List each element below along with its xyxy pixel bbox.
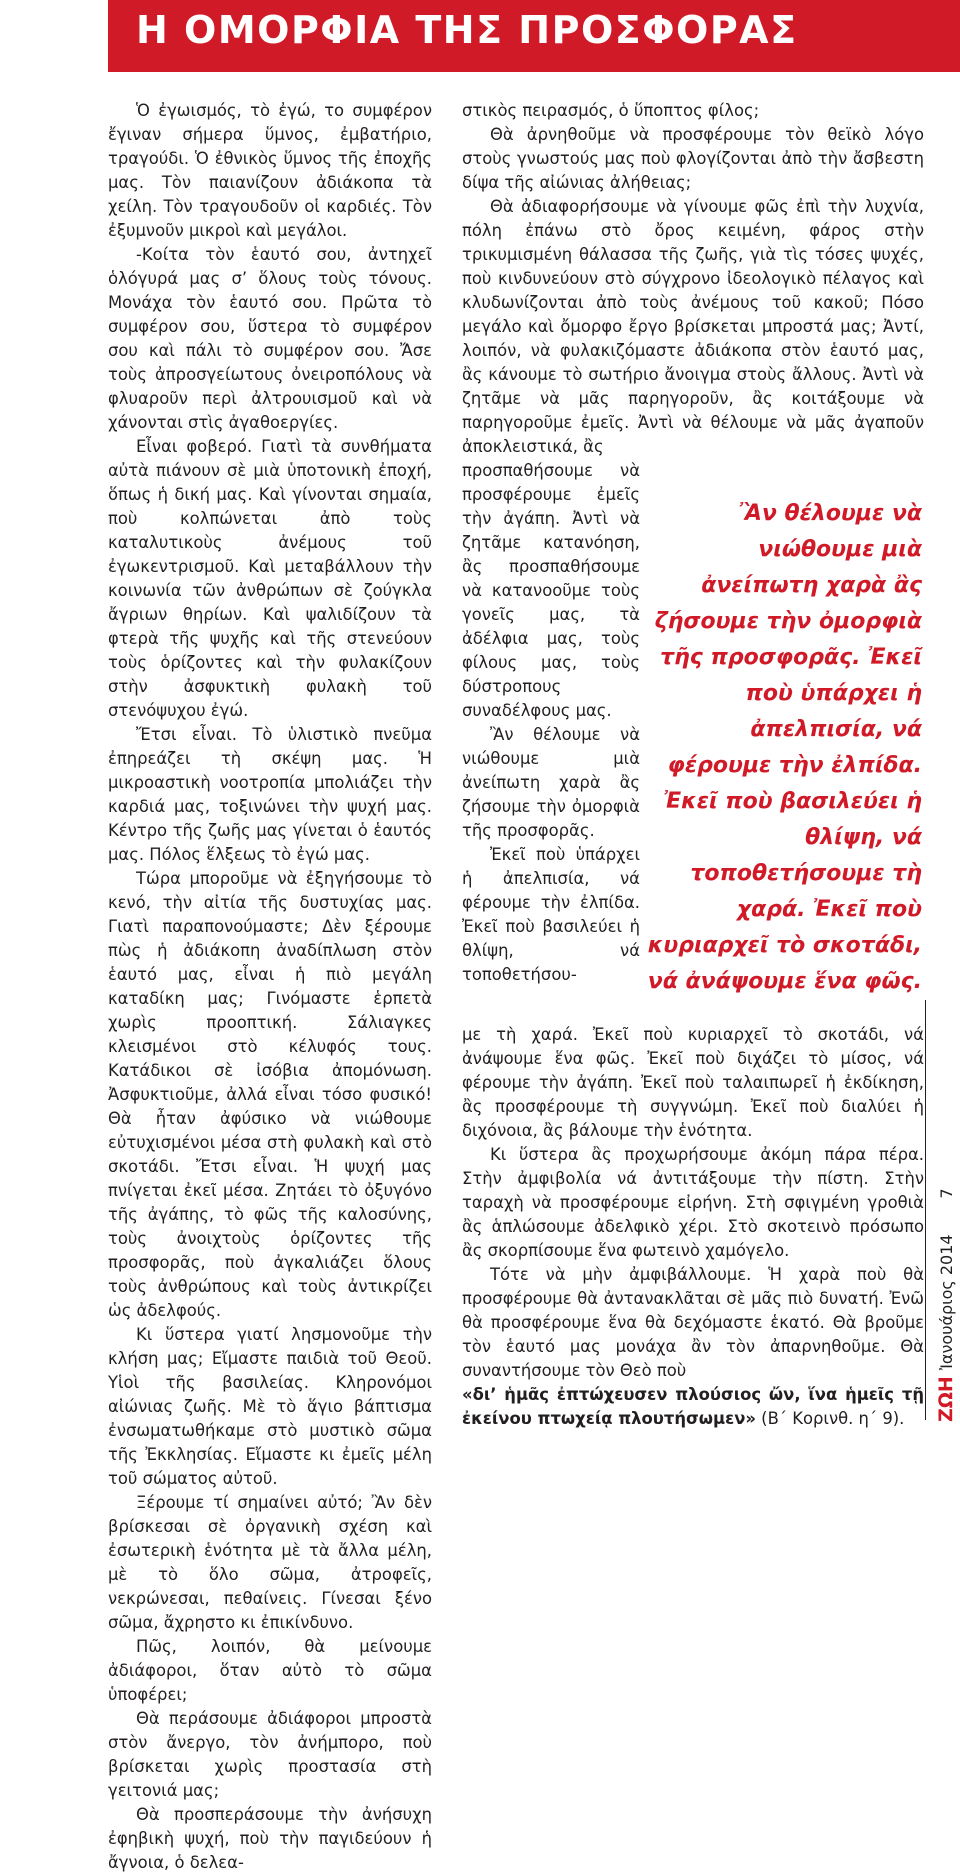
paragraph: Ἐκεῖ ποὺ ὑπάρχει ἡ ἀπελπισία, νά φέρουμε τὴν ἐλπίδα. Ἐκεῖ ποὺ βασιλεύει ἡ θλίψη, νά τοποθετήσου- <box>462 845 640 984</box>
paragraph: Ἂν θέλουμε νὰ νιώθουμε μιὰ ἀνείπωτη χαρὰ ἂς ζήσουμε τὴν ὀμορφιὰ τῆς προσφορᾶς. <box>462 725 640 840</box>
issue-date: Ἰανουάριος 2014 <box>937 1234 956 1371</box>
paragraph: Θὰ ἀδιαφορήσουμε νὰ γίνουμε φῶς ἐπὶ τὴν λυχνία, πόλη ἐπάνω στὸ ὄρος κειμένη, φάρος στὴν τρικυμισμένη θάλασσα τῆς ζωῆς, γιὰ τὶς τόσες ψυχές, ποὺ κινδυνεύουν στὸ σύγχρονο ἰδεολογικὸ πέλαγος καὶ κλυδωνίζονται ἀπὸ τοὺς ἀνέμους τοῦ κακοῦ; Πόσο μεγάλο καὶ ὄμορφο ἔργο βρίσκεται μπροστά μας; Ἀντί, λοιπόν, νὰ φυλακιζόμαστε ἀδιάκοπα στὸν ἑαυτό μας, ἂς κάνουμε τὸ σωτήριο ἄνοιγμα στοὺς ἄλλους. Ἀντὶ νὰ ζητᾶμε νὰ μᾶς παρηγοροῦν, ἂς κοιτάξουμε νὰ παρηγοροῦμε ἐμεῖς. Ἀντὶ νὰ θέλουμε νὰ μᾶς ἀγαποῦν ἀποκλειστικά, ἂς <box>462 197 924 456</box>
scripture-quote-text: «δι’ ἡμᾶς ἐπτώχευσεν πλούσιος ὤν, ἵνα ἡμεῖς τῇ ἐκείνου πτωχείᾳ πλουτήσωμεν» <box>462 1385 924 1428</box>
right-column-top <box>462 99 924 459</box>
page-footer <box>936 1190 956 1422</box>
paragraph: Τώρα μποροῦμε νὰ ἐξηγήσουμε τὸ κενό, τὴν αἰτία τῆς δυστυχίας μας. Γιατὶ παραπονούμαστε; Δὲν ξέρουμε πὼς ἡ ἀδιάκοπη ἀναδίπλωση στὸν ἑαυτό μας, εἶναι ἡ πιὸ μεγάλη καταδίκη μας; Γινόμαστε ἑρπετὰ χωρὶς προοπτική. Σάλιαγκες κλεισμένοι στὸ κέλυφός τους. Κατάδικοι σὲ ἰσόβια ἀπομόνωση. Ἀσφυκτιοῦμε, ἀλλά εἶναι τόσο φυσικό! Θὰ ἦταν ἀφύσικο νὰ νιώθουμε εὐτυχισμένοι μέσα στὴ φυλακὴ καὶ στὸ σκοτάδι. Ἔτσι εἶναι. Ἡ ψυχή μας πνίγεται ἐκεῖ μέσα. Ζητάει τὸ ὀξυγόνο τῆς ἀγάπης, τὸ φῶς τῆς καλοσύνης, τοὺς ἀνοιχτοὺς ὁρίζοντες τῆς προσφορᾶς, ποὺ ἀγκαλιάζει ὅλους τοὺς ἀνθρώπους καὶ τοὺς ἀντικρίζει ὡς ἀδελφούς. <box>108 869 432 1320</box>
right-column-narrow <box>462 459 640 987</box>
paragraph: Θὰ περάσουμε ἀδιάφοροι μπροστὰ στὸν ἄνεργο, τὸν ἀνήμπορο, ποὺ βρίσκεται χωρὶς προστασία στὴ γειτονιά μας; <box>108 1709 432 1800</box>
paragraph: Τότε νὰ μὴν ἀμφιβάλλουμε. Ἡ χαρὰ ποὺ θὰ προσφέρουμε θὰ ἀντανακλᾶται σὲ μᾶς πιὸ δυνατή. Ἐνῶ θὰ προσφέρουμε ἕνα θὰ δεχόμαστε ἑκατό. Θὰ βροῦμε τὸν ἑαυτό μας μονάχα ἂν τὸν ἀπαρνηθοῦμε. Θὰ συναντήσουμε τὸν Θεὸ ποὺ <box>462 1265 924 1380</box>
paragraph: -Κοίτα τὸν ἑαυτό σου, ἀντηχεῖ ὁλόγυρά μας σ’ ὅλους τοὺς τόνους. Μονάχα τὸν ἑαυτό σου. Πρῶτα τὸ συμφέρον σου, ὕστερα τὸ συμφέρον σου καὶ πάλι τὸ συμφέρον σου. Ἄσε τοὺς ἀπροσγείωτους ὀνειροπόλους νὰ φλυαροῦν περὶ ἀλτρουισμοῦ καὶ νὰ χάνονται στὶς ἀγαθοεργίες. <box>108 245 432 432</box>
page-number: 7 <box>937 1188 956 1199</box>
right-column-bottom-paragraphs <box>462 1023 924 1383</box>
paragraph: Θὰ προσπεράσουμε τὴν ἀνήσυχη ἐφηβικὴ ψυχή, ποὺ τὴν παγιδεύουν ἡ ἄγνοια, ὁ δελεα- <box>108 1805 432 1872</box>
paragraph: Ἔτσι εἶναι. Τὸ ὑλιστικὸ πνεῦμα ἐπηρεάζει τὴ σκέψη μας. Ἡ μικροαστικὴ νοοτροπία μπολιάζει τὴν καρδιά μας, τοξινώνει τὴν ψυχή μας. Κέντρο τῆς ζωῆς μας γίνεται ὁ ἑαυτός μας. Πόλος ἕλξεως τὸ ἐγώ μας. <box>108 725 432 864</box>
left-column <box>108 99 432 1875</box>
footer-text <box>936 1190 956 1422</box>
paragraph: Κι ὕστερα ἂς προχωρήσουμε ἀκόμη πάρα πέρα. Στὴν ἀμφιβολία νά ἀντιτάξουμε τὴν πίστη. Στὴν ταραχὴ νὰ προσφέρουμε εἰρήνη. Στὴ σφιγμένη γροθιὰ ἂς ἁπλώσουμε ἀδελφικὸ χέρι. Στὸ σκοτεινὸ πρόσωπο ἂς σκορπίσουμε ἕνα φωτεινὸ χαμόγελο. <box>462 1145 924 1260</box>
right-column-bottom <box>462 1023 924 1431</box>
paragraph: με τὴ χαρά. Ἐκεῖ ποὺ κυριαρχεῖ τὸ σκοτάδι, νά ἀνάψουμε ἕνα φῶς. Ἐκεῖ ποὺ διχάζει τὸ μίσος, νά φέρουμε τὴν ἀγάπη. Ἐκεῖ ποὺ ταλαιπωρεῖ ἡ ἐκδίκηση, ἂς προσφέρουμε τὴ συγγνώμη. Ἐκεῖ ποὺ διαλύει ἡ διχόνοια, ἂς βάλουμε τὴν ἑνότητα. <box>462 1025 924 1140</box>
paragraph: Ὁ ἐγωισμός, τὸ ἐγώ, το συμφέρον ἔγιναν σήμερα ὕμνος, ἐμβατήριο, τραγούδι. Ὁ ἐθνικὸς ὕμνος τῆς ἐποχῆς μας. Τὸν παιανίζουν ἀδιάκοπα τὰ χείλη. Τὸν τραγουδοῦν οἱ καρδιές. Τὸν ἐξυμνοῦν μικροὶ καὶ μεγάλοι. <box>108 101 432 240</box>
paragraph: Θὰ ἀρνηθοῦμε νὰ προσφέρουμε τὸν θεϊκὸ λόγο στοὺς γνωστούς μας ποὺ φλογίζονται ἀπὸ τὴν ἄσβεστη δίψα τῆς αἰώνιας ἀλήθειας; <box>462 125 924 192</box>
paragraph: Ξέρουμε τί σημαίνει αὐτό; Ἂν δὲν βρίσκεσαι σὲ ὀργανικὴ σχέση καὶ ἐσωτερικὴ ἑνότητα μὲ τὰ ἄλλα μέλη, μὲ τὸ ὅλο σῶμα, ἀτροφεῖς, νεκρώνεσαι, πεθαίνεις. Γίνεσαι ξένο σῶμα, ἄχρηστο κι ἐπικίνδυνο. <box>108 1493 432 1632</box>
paragraph: προσπαθήσουμε νὰ προσφέρουμε ἐμεῖς τὴν ἀγάπη. Ἀντὶ νὰ ζητᾶμε κατανόηση, ἂς προσπαθήσουμε νὰ κατανοοῦμε τοὺς γονεῖς μας, τὰ ἀδέλφια μας, τοὺς φίλους μας, τοὺς δύστροπους συναδέλφους μας. <box>462 461 640 720</box>
paragraph: Πῶς, λοιπόν, θὰ μείνουμε ἀδιάφοροι, ὅταν αὐτὸ τὸ σῶμα ὑποφέρει; <box>108 1637 432 1704</box>
scripture-quote <box>462 1383 924 1431</box>
page-title: Η ΟΜΟΡΦΙΑ ΤΗΣ ΠΡΟΣΦΟΡΑΣ <box>136 8 798 52</box>
paragraph: Εἶναι φοβερό. Γιατὶ τὰ συνθήματα αὐτὰ πιάνουν σὲ μιὰ ὑποτονικὴ ἐποχή, ὅπως ἡ δική μας. Καὶ γίνονται σημαία, ποὺ κολπώνεται ἀπὸ τοὺς καταλυτικοὺς ἀνέμους τοῦ ἐγωκεντρισμοῦ. Καὶ μεταβάλλουν τὴν κοινωνία τῶν ἀνθρώπων σὲ ζούγκλα ἄγριων θηρίων. Καὶ ψαλιδίζουν τὰ φτερὰ τῆς ψυχῆς καὶ τῆς στενεύουν τοὺς ὁρίζοντες καὶ τὴν φυλακίζουν στὴν ἀσφυκτικὴ φυλακὴ τοῦ στενόψυχου ἐγώ. <box>108 437 432 720</box>
magazine-name: ΖΩΗ <box>935 1376 957 1422</box>
scripture-reference: (Β΄ Κορινθ. η΄ 9). <box>761 1409 905 1428</box>
pull-quote: Ἂν θέλουμε νὰ νιώθουμε μιὰ ἀνείπωτη χαρὰ ἂς ζήσουμε τὴν ὀμορφιὰ τῆς προσφορᾶς. Ἐκεῖ ποὺ ὑπάρχει ἡ ἀπελπισία, νά φέρουμε τὴν ἐλπίδα. Ἐκεῖ ποὺ βασιλεύει ἡ θλίψη, νά τοποθετήσουμε τὴ χαρά. Ἐκεῖ ποὺ κυριαρχεῖ τὸ σκοτάδι, νά ἀνάψουμε ἕνα φῶς. <box>647 501 922 994</box>
paragraph: στικὸς πειρασμός, ὁ ὕποπτος φίλος; <box>462 101 760 120</box>
paragraph: Κι ὕστερα γιατί λησμονοῦμε τὴν κλήση μας; Εἴμαστε παιδιὰ τοῦ Θεοῦ. Υἱοὶ τῆς βασιλείας. Κληρονόμοι αἰώνιας ζωῆς. Μὲ τὸ ἅγιο βάπτισμα ἐνσωματωθήκαμε στὸ μυστικὸ σῶμα τῆς Ἐκκλησίας. Εἴμαστε κι ἐμεῖς μέλη τοῦ σώματος αὐτοῦ. <box>108 1325 432 1488</box>
footer-divider <box>925 1000 926 1420</box>
